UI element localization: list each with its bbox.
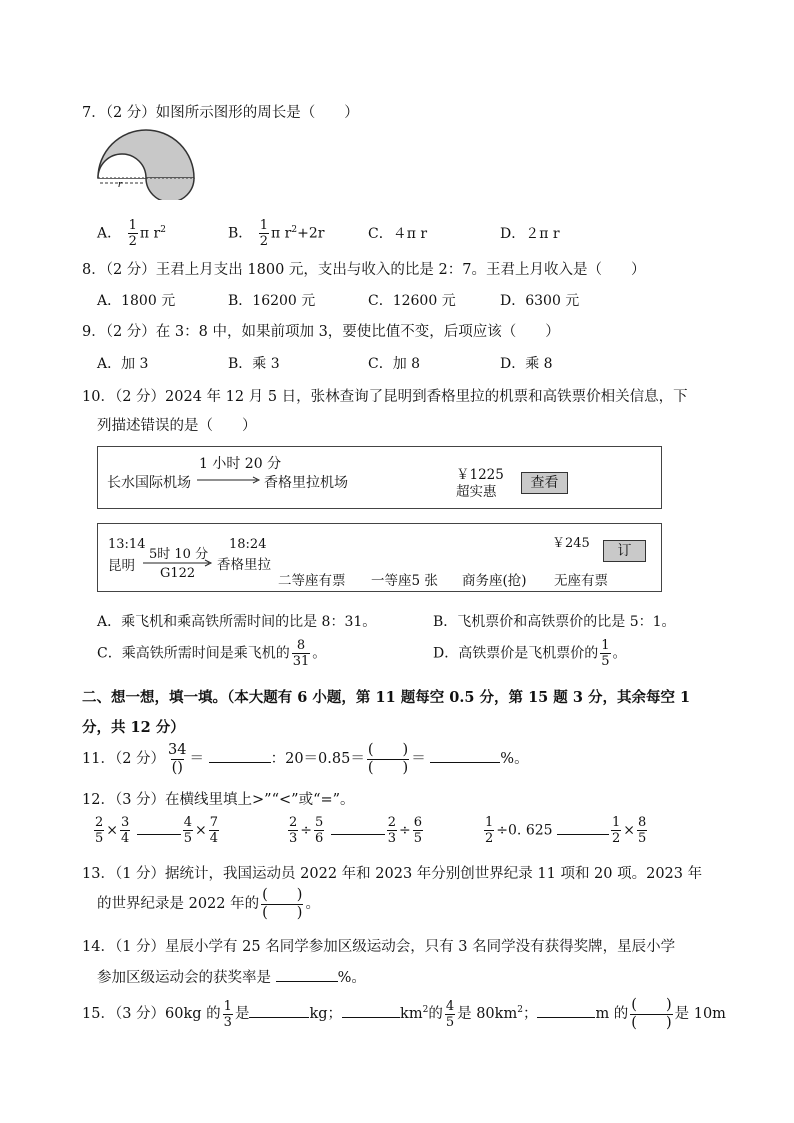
train-book-button[interactable]: 订 (603, 540, 646, 562)
q15-t4: 的 (428, 1006, 443, 1022)
q12-e1-blank[interactable] (137, 833, 181, 835)
section2-heading-line1: 二、想一想，填一填。（本大题有 6 小题，第 11 题每空 0.5 分，第 15 题 3 分，其余每空 1 (82, 689, 691, 706)
q12-e1-n3: 4 (183, 815, 193, 830)
train-seat-business: 商务座(抢) (462, 573, 527, 589)
q12-e2-f1 (288, 816, 298, 845)
q12-e2-d2: 6 (315, 831, 324, 846)
q15-blank-2[interactable] (342, 1016, 400, 1018)
flight-info-panel (97, 446, 662, 509)
q12-expr-2 (286, 816, 425, 845)
flight-price: ￥1225 (456, 467, 504, 483)
q15-d1: 3 (223, 1014, 232, 1030)
q7-option-a-prefix: A． (97, 225, 122, 242)
q7-option-c[interactable]: C．４π r (368, 226, 428, 242)
q13-line2 (97, 888, 320, 920)
q12-e1-op2: × (195, 822, 207, 839)
train-info-panel (97, 523, 662, 592)
q7-option-a-tail: π r (139, 225, 161, 242)
q14-line2-text: 参加区级运动会的获奖率是 (97, 970, 271, 986)
train-duration: 5时 10 分 (149, 547, 209, 562)
q11-prefix: 11．（2 分） (82, 751, 166, 767)
q7-option-b-num: 1 (259, 218, 269, 233)
q7-option-b-prefix: B． (228, 225, 253, 242)
q15-t1: 是 (234, 1006, 250, 1022)
q12-e3-blank[interactable] (557, 833, 609, 835)
q13-line2-text: 的世界纪录是 2022 年的 (97, 896, 260, 912)
train-seat-second-class: 二等座有票 (278, 573, 346, 589)
q12-e2-f2 (314, 816, 324, 845)
q7-option-a-fraction (128, 219, 138, 248)
q11-fraction-den: ( ) (367, 759, 409, 776)
q9-option-a[interactable]: A．加 3 (97, 356, 149, 372)
q14-line2-end: %。 (337, 970, 366, 986)
q8-option-c[interactable]: C．12600 元 (368, 293, 456, 309)
q12-e2-d4: 5 (413, 831, 423, 846)
q11-num: 34 (168, 742, 187, 758)
q8-stem: 8．（2 分）王君上月支出 1800 元，支出与收入的比是 2：7。王君上月收入是（ ） (82, 262, 646, 278)
q11-den: () (171, 759, 183, 776)
q15-t5: 是 80km (457, 1006, 518, 1022)
q15-blank-fraction[interactable] (630, 998, 672, 1030)
q15-fraction-den: ( ) (631, 1014, 672, 1031)
q12-e3-f4 (637, 816, 647, 845)
q14-blank[interactable] (276, 980, 338, 982)
train-seat-standing: 无座有票 (554, 573, 608, 589)
q15-fraction-1 (223, 1000, 233, 1029)
flight-duration: 1 小时 20 分 (199, 456, 282, 472)
q10-option-c-den: 31 (292, 654, 310, 669)
train-departure-station: 昆明 (108, 558, 135, 574)
q12-e3-mid: ÷0. 625 (496, 822, 553, 839)
q12-e3-n3: 1 (612, 815, 621, 830)
section2-heading-line2: 分，共 12 分） (82, 719, 185, 736)
flight-view-button[interactable]: 查看 (521, 472, 568, 494)
flight-arrival: 香格里拉机场 (264, 475, 348, 491)
q11-fraction (167, 743, 187, 775)
q7-option-b-tail: π r (271, 225, 292, 242)
q7-option-b-tail2: +2r (297, 225, 325, 242)
q12-e2-f4 (413, 816, 423, 845)
q7-figure-label: r (118, 178, 123, 190)
q15-line (82, 998, 726, 1030)
q14-line2 (97, 966, 366, 987)
q7-option-b-fraction (259, 219, 269, 248)
q15-blank-3[interactable] (537, 1016, 595, 1018)
q7-option-b[interactable]: B． $\frac{1}{2}$ π $r^2+2r$ (228, 218, 325, 249)
q10-option-d-text: D．高铁票价是飞机票价的 (433, 645, 599, 662)
q7-figure-lower-arc (146, 178, 194, 200)
q12-e1-d1: 5 (95, 831, 104, 846)
q10-option-d-end: 。 (612, 645, 627, 662)
q12-e3-op2: × (623, 822, 636, 839)
q15-fraction-num: ( ) (631, 997, 672, 1013)
q12-e1-d4: 4 (209, 831, 219, 846)
q12-e2-d1: 3 (289, 831, 298, 846)
q15-prefix: 15．（3 分）60kg 的 (82, 1006, 221, 1022)
q10-option-c-text: C．乘高铁所需时间是乘飞机的 (97, 645, 290, 662)
train-arrival-time: 18:24 (229, 537, 267, 552)
q15-t3: km (400, 1006, 423, 1022)
q15-blank-1[interactable] (249, 1016, 309, 1018)
train-number: G122 (160, 566, 196, 581)
q10-option-b[interactable]: B．飞机票价和高铁票价的比是 5：1。 (433, 614, 676, 630)
q15-d2: 5 (445, 1014, 455, 1030)
q7-figure (96, 128, 196, 200)
q12-e2-n3: 2 (387, 815, 397, 830)
q15-sup-2: 2 (517, 1005, 523, 1016)
q12-e1-n1: 2 (95, 815, 104, 830)
q12-e2-d3: 3 (387, 831, 397, 846)
q10-option-d-fraction (600, 639, 610, 668)
q13-blank-fraction[interactable] (261, 888, 303, 920)
q12-stem: 12．（3 分）在横线里填上>”“<”或“=”。 (82, 792, 355, 808)
train-departure-time: 13:14 (108, 537, 146, 552)
q11-mid: ：20＝0.85＝ (270, 751, 365, 767)
q9-stem: 9．（2 分）在 3：8 中，如果前项加 3，要使比值不变，后项应该（ ） (82, 324, 560, 340)
q7-option-a-den: 2 (128, 234, 137, 249)
q10-option-c-num: 8 (296, 638, 306, 653)
q8-option-b[interactable]: B．16200 元 (228, 293, 316, 309)
q12-e2-blank[interactable] (331, 833, 385, 835)
q13-line1: 13．（1 分）据统计，我国运动员 2022 年和 2023 年分别创世界纪录 11 项和 20 项。2023 年 (82, 866, 703, 882)
q15-t6: ； (522, 1006, 538, 1022)
q11-blank-2[interactable] (430, 761, 500, 763)
q11-eq1: ＝ (189, 751, 204, 767)
q7-stem: 7．（2 分）如图所示图形的周长是（ ） (82, 105, 359, 121)
flight-tag: 超实惠 (456, 484, 497, 500)
q12-e2-op2: ÷ (399, 822, 411, 839)
q10-stem-line2: 列描述错误的是（ ） (97, 418, 257, 434)
q12-e1-d2: 4 (121, 831, 130, 846)
q7-option-b-den: 2 (259, 234, 269, 249)
q12-e3-d1: 2 (485, 831, 494, 846)
q9-option-c[interactable]: C．加 8 (368, 356, 421, 372)
q12-e1-f1 (94, 816, 104, 845)
q15-t8: 是 10m (674, 1006, 726, 1022)
train-arrival-station: 香格里拉 (217, 557, 271, 573)
q7-option-d[interactable]: D．２π r (500, 226, 560, 242)
q15-n1: 1 (223, 998, 232, 1014)
q12-expr-1 (92, 816, 221, 845)
q10-option-c-fraction (292, 639, 311, 668)
q12-e2-n4: 6 (413, 815, 423, 830)
q15-n2: 4 (445, 998, 455, 1014)
q9-option-b[interactable]: B．乘 3 (228, 356, 280, 372)
q13-fraction-den: ( ) (262, 904, 303, 921)
q10-option-d[interactable] (433, 639, 627, 668)
q12-e1-n2: 3 (121, 815, 130, 830)
q10-option-c-end: 。 (312, 645, 327, 662)
q15-t2: kg； (309, 1006, 343, 1022)
q12-e3-f3 (611, 816, 621, 845)
q15-fraction-2 (445, 1000, 455, 1029)
q12-e1-f4 (209, 816, 219, 845)
q8-option-d[interactable]: D．6300 元 (500, 293, 580, 309)
train-price: ￥245 (552, 536, 590, 551)
q12-e1-d3: 5 (183, 831, 193, 846)
q13-fraction-num: ( ) (262, 887, 303, 903)
q11-fraction-num: ( ) (367, 742, 409, 758)
q12-e1-op1: × (106, 822, 119, 839)
q12-e3-d4: 5 (638, 831, 647, 846)
train-seat-first-class: 一等座5 张 (371, 573, 438, 589)
flight-arrow-icon (197, 474, 263, 486)
q11-blank-1[interactable] (209, 761, 271, 763)
q11-pct: %。 (500, 751, 529, 767)
q14-line1: 14．（1 分）星辰小学有 25 名同学参加区级运动会，只有 3 名同学没有获得奖牌，星辰小学 (82, 939, 676, 955)
q10-option-d-den: 5 (601, 654, 610, 669)
q10-option-c[interactable] (97, 639, 326, 668)
q10-option-a[interactable]: A．乘飞机和乘高铁所需时间的比是 8：31。 (97, 614, 377, 630)
q11-line (82, 743, 529, 775)
q12-e2-op1: ÷ (300, 822, 313, 839)
flight-departure: 长水国际机场 (107, 475, 191, 491)
q10-stem-line1: 10．（2 分）2024 年 12 月 5 日，张林查询了昆明到香格里拉的机票和高铁票价相关信息，下 (82, 389, 688, 405)
q12-e2-n2: 5 (315, 815, 324, 830)
q12-e3-n1: 1 (485, 815, 494, 830)
q12-e2-n1: 2 (289, 815, 298, 830)
q7-option-a[interactable]: A． $\frac{1}{2}$ π $r^2$ (97, 218, 166, 249)
q15-t7: m 的 (595, 1006, 629, 1022)
q12-e3-d3: 2 (612, 831, 621, 846)
q12-expr-3 (482, 816, 649, 845)
q12-e2-f3 (387, 816, 397, 845)
q7-option-a-num: 1 (128, 218, 137, 233)
q12-e3-f1 (484, 816, 494, 845)
q15-sup-1: 2 (422, 1005, 429, 1016)
q12-e3-n4: 8 (638, 815, 647, 830)
q10-option-d-num: 1 (601, 638, 610, 653)
q12-e1-n4: 7 (209, 815, 219, 830)
q13-line2-end: 。 (305, 896, 320, 912)
q12-e1-f2 (120, 816, 130, 845)
q11-blank-fraction[interactable] (367, 743, 409, 775)
q9-option-d[interactable]: D．乘 8 (500, 356, 553, 372)
q12-e1-f3 (183, 816, 193, 845)
q8-option-a[interactable]: A．1800 元 (97, 293, 176, 309)
q11-eq2: ＝ (411, 751, 426, 767)
